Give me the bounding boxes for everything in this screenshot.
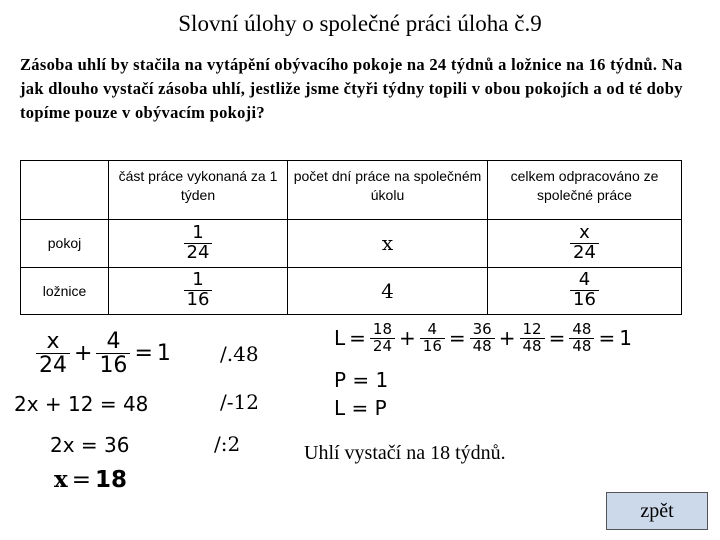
equation-result bbox=[54, 466, 127, 493]
note-subtract: /-12 bbox=[220, 390, 259, 414]
denominator: 24 bbox=[36, 353, 70, 377]
total-cell bbox=[488, 267, 682, 315]
fraction bbox=[96, 330, 130, 377]
header-total: celkem odpracováno ze společné práce bbox=[488, 161, 682, 220]
equation-text: L = P bbox=[334, 396, 387, 420]
fraction bbox=[520, 322, 545, 355]
denominator: 16 bbox=[184, 290, 213, 310]
equation-1 bbox=[36, 330, 171, 377]
numerator: 4 bbox=[427, 320, 438, 338]
equation-text: P = 1 bbox=[334, 368, 389, 392]
header-rate: část práce vykonaná za 1 týden bbox=[109, 161, 288, 220]
fraction bbox=[370, 322, 395, 355]
answer-text: Uhlí vystačí na 18 týdnů. bbox=[304, 442, 506, 464]
numerator: x bbox=[46, 329, 60, 354]
numerator: 4 bbox=[578, 269, 591, 291]
days-cell: 4 bbox=[288, 267, 488, 315]
table-row-loznice bbox=[21, 267, 682, 315]
denominator: 16 bbox=[96, 353, 130, 377]
total-fraction bbox=[570, 271, 599, 310]
equation-p bbox=[334, 368, 388, 392]
fraction bbox=[420, 322, 445, 355]
problem-text: Zásoba uhlí by stačila na vytápění obývacího pokoje na 24 týdnů a ložnice na 16 týdnů. Na jak dlouho vystačí zásoba uhlí, jestliže jsme čtyři týdny topili v obou pokojích a od té doby topíme pouze v obývacím pokoji? bbox=[20, 55, 683, 122]
fraction bbox=[569, 322, 594, 355]
equation-3 bbox=[50, 433, 129, 457]
rate-fraction bbox=[184, 221, 213, 263]
numerator: 12 bbox=[522, 320, 542, 338]
equals-sign: = bbox=[349, 326, 366, 351]
total-fraction bbox=[570, 221, 599, 263]
numerator: x bbox=[579, 221, 590, 243]
back-button[interactable]: zpět bbox=[606, 492, 708, 530]
work-table bbox=[20, 160, 682, 315]
denominator: 24 bbox=[184, 243, 213, 263]
denominator: 48 bbox=[569, 338, 594, 355]
header-days: počet dní práce na společném úkolu bbox=[288, 161, 488, 220]
denominator: 48 bbox=[520, 338, 545, 355]
total-cell bbox=[488, 220, 682, 268]
numerator: 18 bbox=[372, 320, 393, 338]
note-multiply: /.48 bbox=[220, 342, 259, 366]
denominator: 48 bbox=[470, 338, 495, 355]
days-cell: x bbox=[288, 220, 488, 268]
numerator: 36 bbox=[472, 320, 492, 338]
denominator: 16 bbox=[420, 338, 445, 355]
equation-lp bbox=[334, 396, 387, 420]
equals-sign: = bbox=[71, 466, 91, 493]
table-header-row bbox=[21, 161, 682, 220]
rate-fraction bbox=[184, 271, 213, 310]
equation-text: 2x = 36 bbox=[50, 433, 130, 457]
plus-sign: + bbox=[74, 341, 93, 367]
equals-sign: = bbox=[448, 326, 466, 351]
equals-sign: = bbox=[134, 341, 153, 367]
lhs: L bbox=[334, 326, 346, 351]
rhs: 1 bbox=[156, 341, 171, 367]
table-row-pokoj bbox=[21, 220, 682, 268]
rhs: 1 bbox=[619, 326, 632, 351]
equals-sign: = bbox=[548, 326, 566, 351]
equals-sign: = bbox=[598, 326, 616, 351]
check-equation bbox=[334, 322, 632, 355]
numerator: 1 bbox=[192, 221, 204, 243]
plus-sign: + bbox=[498, 326, 516, 351]
result-value: 18 bbox=[95, 466, 128, 493]
denominator: 16 bbox=[570, 290, 599, 310]
equation-2 bbox=[14, 392, 148, 416]
denominator: 24 bbox=[370, 338, 395, 355]
row-label: ložnice bbox=[21, 267, 109, 315]
note-divide: /:2 bbox=[214, 432, 241, 456]
numerator: 4 bbox=[106, 329, 121, 354]
denominator: 24 bbox=[570, 243, 599, 263]
fraction bbox=[36, 330, 70, 377]
rate-cell bbox=[109, 220, 288, 268]
numerator: 1 bbox=[192, 269, 204, 291]
fraction bbox=[470, 322, 495, 355]
table-corner-cell bbox=[21, 161, 109, 220]
numerator: 48 bbox=[572, 320, 592, 338]
variable: x bbox=[54, 466, 68, 493]
row-label: pokoj bbox=[21, 220, 109, 268]
rate-cell bbox=[109, 267, 288, 315]
page-title: Slovní úlohy o společné práci úloha č.9 bbox=[178, 11, 542, 36]
plus-sign: + bbox=[399, 326, 416, 351]
equation-text: 2x + 12 = 48 bbox=[14, 392, 149, 416]
